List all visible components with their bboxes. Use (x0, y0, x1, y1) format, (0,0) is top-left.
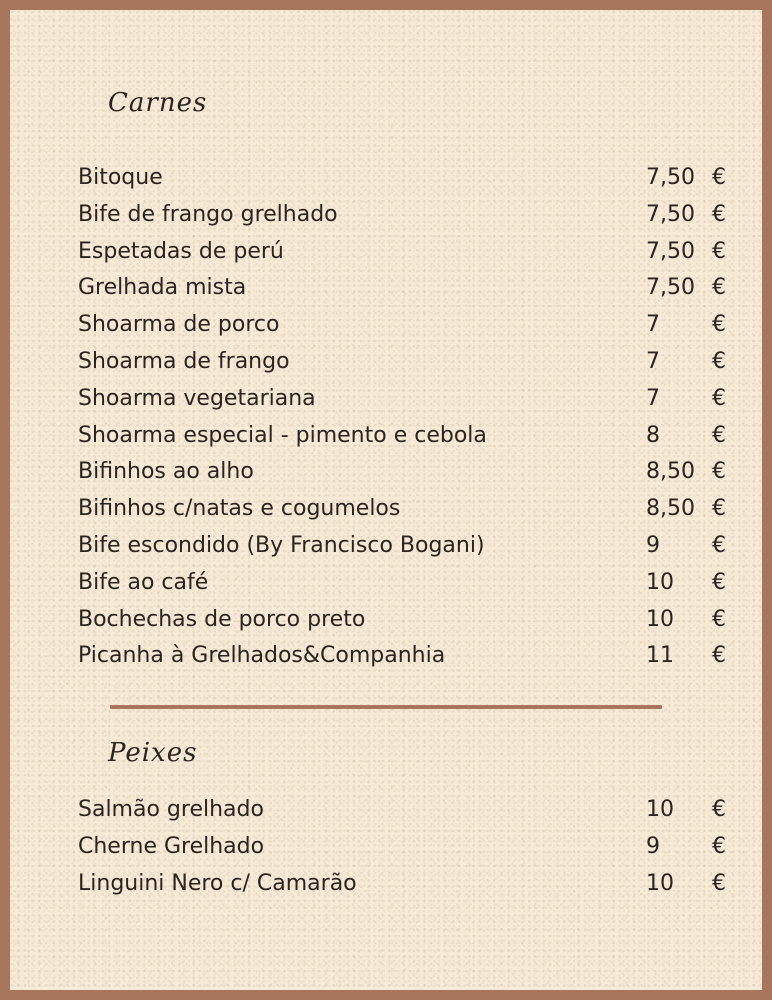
menu-item (78, 197, 728, 234)
item-name: Espetadas de perú (78, 238, 284, 264)
item-price: 10 (646, 606, 674, 632)
item-name: Bifinhos c/natas e cogumelos (78, 496, 401, 522)
currency-symbol: € (712, 275, 726, 301)
currency-symbol: € (712, 201, 726, 227)
item-name: Cherne Grelhado (78, 833, 265, 859)
menu-item (78, 344, 728, 381)
currency-symbol: € (712, 238, 726, 264)
section-title-carnes: Carnes (108, 88, 208, 118)
item-name: Bife ao café (78, 569, 209, 595)
item-price: 8,50 (646, 496, 695, 522)
currency-symbol: € (712, 385, 726, 411)
item-name: Shoarma vegetariana (78, 385, 316, 411)
item-price: 7 (646, 312, 660, 338)
currency-symbol: € (712, 165, 726, 190)
menu-item (78, 602, 728, 639)
section-divider (110, 705, 662, 709)
item-price: 10 (646, 870, 674, 896)
item-name: Shoarma especial - pimento e cebola (78, 422, 487, 448)
item-price: 7 (646, 385, 660, 411)
item-price: 7,50 (646, 165, 695, 190)
currency-symbol: € (712, 870, 726, 896)
item-name: Bife escondido (By Francisco Bogani) (78, 532, 485, 558)
item-price: 9 (646, 532, 660, 558)
item-name: Bochechas de porco preto (78, 606, 366, 632)
currency-symbol: € (712, 496, 726, 522)
currency-symbol: € (712, 348, 726, 374)
menu-item (78, 270, 728, 307)
menu-item (78, 638, 728, 675)
currency-symbol: € (712, 569, 726, 595)
item-price: 10 (646, 569, 674, 595)
item-price: 10 (646, 797, 674, 822)
currency-symbol: € (712, 643, 726, 669)
menu-item (78, 792, 728, 829)
menu-item (78, 829, 728, 866)
menu-item (78, 565, 728, 602)
menu-page (10, 10, 762, 990)
currency-symbol: € (712, 422, 726, 448)
currency-symbol: € (712, 459, 726, 485)
item-price: 7,50 (646, 201, 695, 227)
item-name: Picanha à Grelhados&Companhia (78, 643, 446, 669)
item-price: 7,50 (646, 275, 695, 301)
currency-symbol: € (712, 532, 726, 558)
section-title-peixes: Peixes (108, 738, 198, 768)
item-name: Bitoque (78, 165, 163, 190)
item-price: 8 (646, 422, 660, 448)
menu-item (78, 234, 728, 271)
menu-item (78, 307, 728, 344)
item-price: 11 (646, 643, 674, 669)
item-name: Shoarma de porco (78, 312, 280, 338)
peixes-list (78, 792, 728, 902)
menu-item (78, 454, 728, 491)
item-name: Bife de frango grelhado (78, 201, 338, 227)
currency-symbol: € (712, 606, 726, 632)
menu-item (78, 528, 728, 565)
item-name: Bifinhos ao alho (78, 459, 254, 485)
menu-item (78, 866, 728, 903)
menu-item (78, 160, 728, 197)
menu-item (78, 418, 728, 455)
item-price: 9 (646, 833, 660, 859)
item-price: 8,50 (646, 459, 695, 485)
currency-symbol: € (712, 797, 726, 822)
item-name: Linguini Nero c/ Camarão (78, 870, 357, 896)
item-name: Grelhada mista (78, 275, 247, 301)
menu-item (78, 381, 728, 418)
item-price: 7 (646, 348, 660, 374)
item-name: Salmão grelhado (78, 797, 264, 822)
currency-symbol: € (712, 833, 726, 859)
item-price: 7,50 (646, 238, 695, 264)
item-name: Shoarma de frango (78, 348, 290, 374)
carnes-list (78, 160, 728, 675)
menu-item (78, 491, 728, 528)
currency-symbol: € (712, 312, 726, 338)
